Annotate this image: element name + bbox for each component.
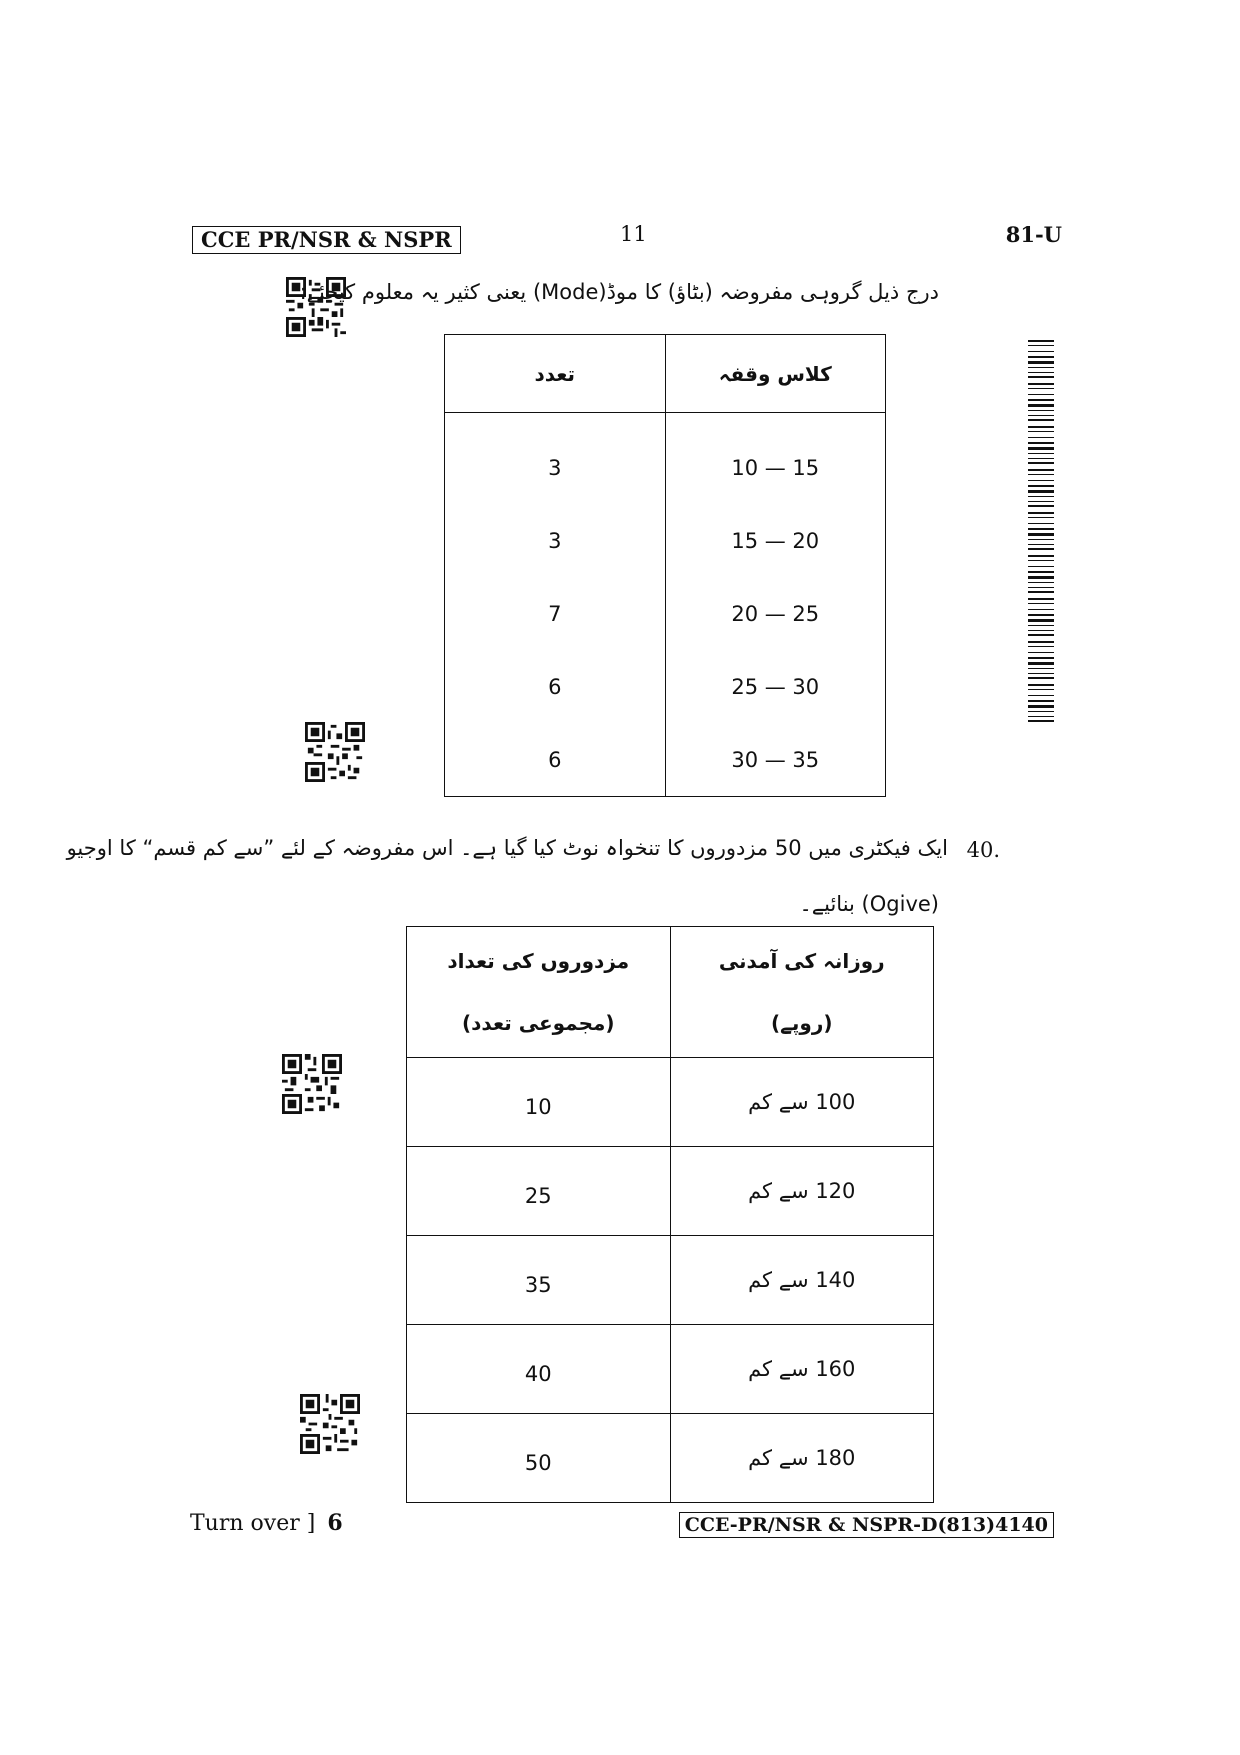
table-row bbox=[445, 504, 886, 577]
frequency-cell: 6 bbox=[445, 650, 666, 723]
footer-code-box: CCE-PR/NSR & NSPR-D(813)4140 bbox=[679, 1512, 1054, 1538]
workers-cell: 10 bbox=[407, 1058, 671, 1147]
frequency-cell: 7 bbox=[445, 577, 666, 650]
qr-code-icon bbox=[305, 722, 365, 782]
question-40-text-line1: ایک فیکٹری میں 50 مزدوروں کا تنخواہ نوٹ کیا گیا ہے۔ اس مفروضہ کے لئے ”سے کم قسم“ کا اوجیو bbox=[66, 836, 948, 860]
workers-cell: 35 bbox=[407, 1236, 671, 1325]
income-cell: 160 سے کم bbox=[670, 1325, 934, 1414]
table-row bbox=[407, 1236, 934, 1325]
turn-over-text: Turn over ] bbox=[190, 1511, 316, 1536]
class-interval-cell: 20 — 25 bbox=[665, 577, 886, 650]
class-interval-cell: 15 — 20 bbox=[665, 504, 886, 577]
page-number: 11 bbox=[620, 222, 647, 246]
table-header-income bbox=[670, 927, 934, 1058]
sheet-number: 6 bbox=[327, 1510, 343, 1536]
table-row bbox=[407, 1147, 934, 1236]
table-header-workers bbox=[407, 927, 671, 1058]
frequency-cell: 3 bbox=[445, 413, 666, 505]
table-row bbox=[445, 723, 886, 797]
header-workers-line2: (مجموعی تعدد) bbox=[462, 1011, 615, 1035]
frequency-cell: 3 bbox=[445, 504, 666, 577]
question-40-text-line2: (Ogive) بنائیے۔ bbox=[799, 892, 939, 916]
table-header-class-interval: کلاس وقفہ bbox=[665, 335, 886, 413]
question-39-instruction: درج ذیل گروہی مفروضہ (بٹاؤ) کا موڈ(Mode) یعنی کثیر یہ معلوم کیجئے: bbox=[299, 280, 939, 304]
mode-frequency-table bbox=[444, 334, 886, 797]
qr-code-icon bbox=[282, 1054, 342, 1114]
footer-turn-over bbox=[190, 1510, 343, 1536]
header-income-line2: (روپے) bbox=[771, 1011, 833, 1035]
paper-code: 81-U bbox=[1005, 222, 1062, 247]
barcode-icon bbox=[1028, 340, 1054, 726]
class-interval-cell: 25 — 30 bbox=[665, 650, 886, 723]
table-row bbox=[407, 1325, 934, 1414]
workers-cell: 40 bbox=[407, 1325, 671, 1414]
income-cell: 120 سے کم bbox=[670, 1147, 934, 1236]
qr-code-icon bbox=[300, 1394, 360, 1454]
question-40-number: 40. bbox=[966, 838, 1000, 862]
table-row bbox=[445, 650, 886, 723]
table-row bbox=[445, 577, 886, 650]
table-row bbox=[407, 1058, 934, 1147]
ogive-data-table bbox=[406, 926, 934, 1503]
table-header-frequency: تعدد bbox=[445, 335, 666, 413]
header-workers-line1: مزدوروں کی تعداد bbox=[447, 949, 630, 973]
income-cell: 140 سے کم bbox=[670, 1236, 934, 1325]
table-row bbox=[445, 413, 886, 505]
class-interval-cell: 30 — 35 bbox=[665, 723, 886, 797]
income-cell: 100 سے کم bbox=[670, 1058, 934, 1147]
income-cell: 180 سے کم bbox=[670, 1414, 934, 1503]
frequency-cell: 6 bbox=[445, 723, 666, 797]
table-row bbox=[407, 1414, 934, 1503]
header-income-line1: روزانہ کی آمدنی bbox=[718, 949, 885, 973]
header-subject-box: CCE PR/NSR & NSPR bbox=[192, 226, 461, 254]
class-interval-cell: 10 — 15 bbox=[665, 413, 886, 505]
workers-cell: 50 bbox=[407, 1414, 671, 1503]
workers-cell: 25 bbox=[407, 1147, 671, 1236]
